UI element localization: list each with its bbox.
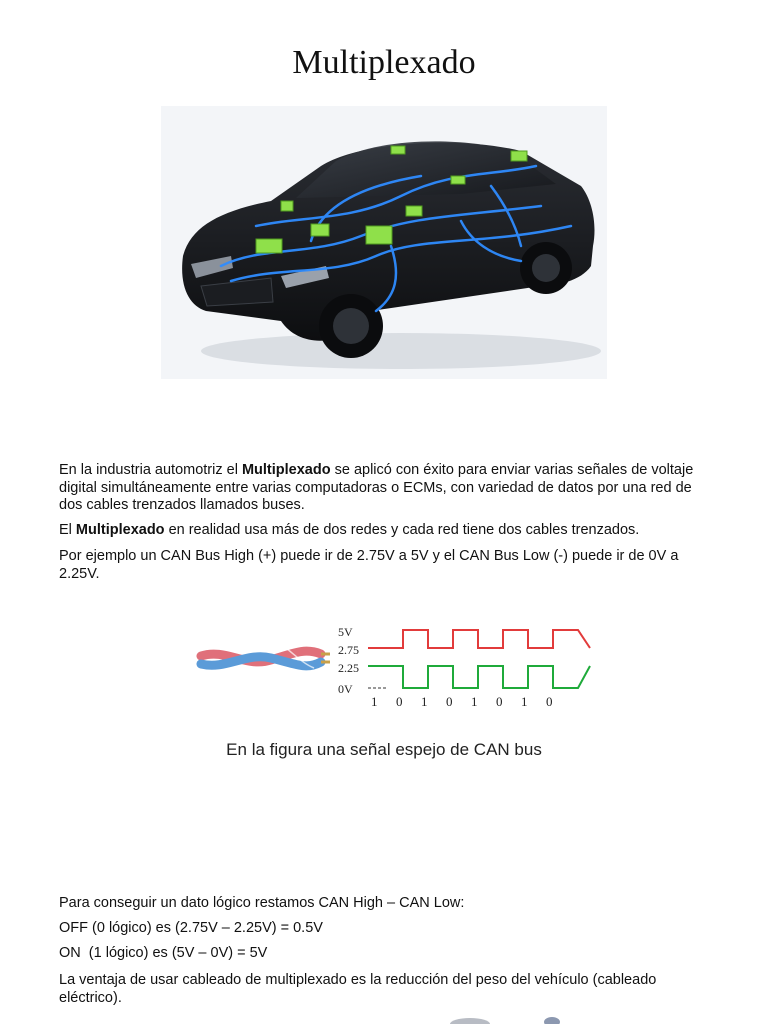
bottom-image-fragment (440, 1014, 580, 1024)
bit-label: 1 (521, 694, 528, 709)
level-label-5v: 5V (338, 625, 353, 639)
logic-advantage: La ventaja de usar cableado de multiplexado es la reducción del peso del vehículo (cableado eléctrico). (59, 972, 657, 1006)
figure-caption: En la figura una señal espejo de CAN bus (226, 740, 542, 759)
can-high-wave (368, 630, 590, 648)
can-low-wave (368, 666, 590, 688)
bit-label: 1 (371, 694, 378, 709)
can-signal-diagram (196, 618, 596, 718)
can-waveforms (368, 630, 590, 688)
example-text: Por ejemplo un CAN Bus High (+) puede ir de 2.75V a 5V y el CAN Bus Low (-) puede ir de 0V a 2.25V. (59, 548, 679, 582)
bit-label: 0 (396, 694, 403, 709)
twisted-wires-icon (201, 648, 330, 668)
bit-label: 0 (546, 694, 553, 709)
intro-paragraph (59, 462, 709, 515)
example-paragraph (59, 548, 709, 583)
page-title: Multiplexado (292, 44, 476, 81)
level-label-275: 2.75 (338, 643, 359, 657)
bit-label: 0 (496, 694, 503, 709)
intro-p1-start: En la industria automotriz el (59, 462, 242, 478)
car-illustration (161, 106, 607, 379)
bit-label: 1 (471, 694, 478, 709)
intro-p2-end: en realidad usa más de dos redes y cada red tiene dos cables trenzados. (164, 522, 640, 538)
level-label-0v: 0V (338, 682, 353, 696)
car-wiring-image (161, 106, 607, 379)
bit-label: 0 (446, 694, 453, 709)
intro-p2-start: El (59, 522, 76, 538)
networks-paragraph (59, 522, 709, 540)
logic-intro: Para conseguir un dato lógico restamos CAN High – CAN Low: (59, 895, 465, 911)
bit-labels (371, 694, 553, 709)
intro-p1-bold: Multiplexado (241, 462, 331, 478)
intro-p1-end: se aplicó con éxito para enviar varias señales de voltaje digital simultáneamente entre varias computadoras o ECMs, con variedad de datos por una red de dos cables trenzados llamados buses. (59, 462, 694, 513)
bit-label: 1 (421, 694, 428, 709)
logic-off: OFF (0 lógico) es (2.75V – 2.25V) = 0.5V (59, 920, 323, 936)
can-bus-figure (196, 618, 596, 718)
intro-p2-bold: Multiplexado (75, 522, 165, 538)
logic-on: ON (1 lógico) es (5V – 0V) = 5V (59, 945, 268, 961)
level-label-225: 2.25 (338, 661, 359, 675)
